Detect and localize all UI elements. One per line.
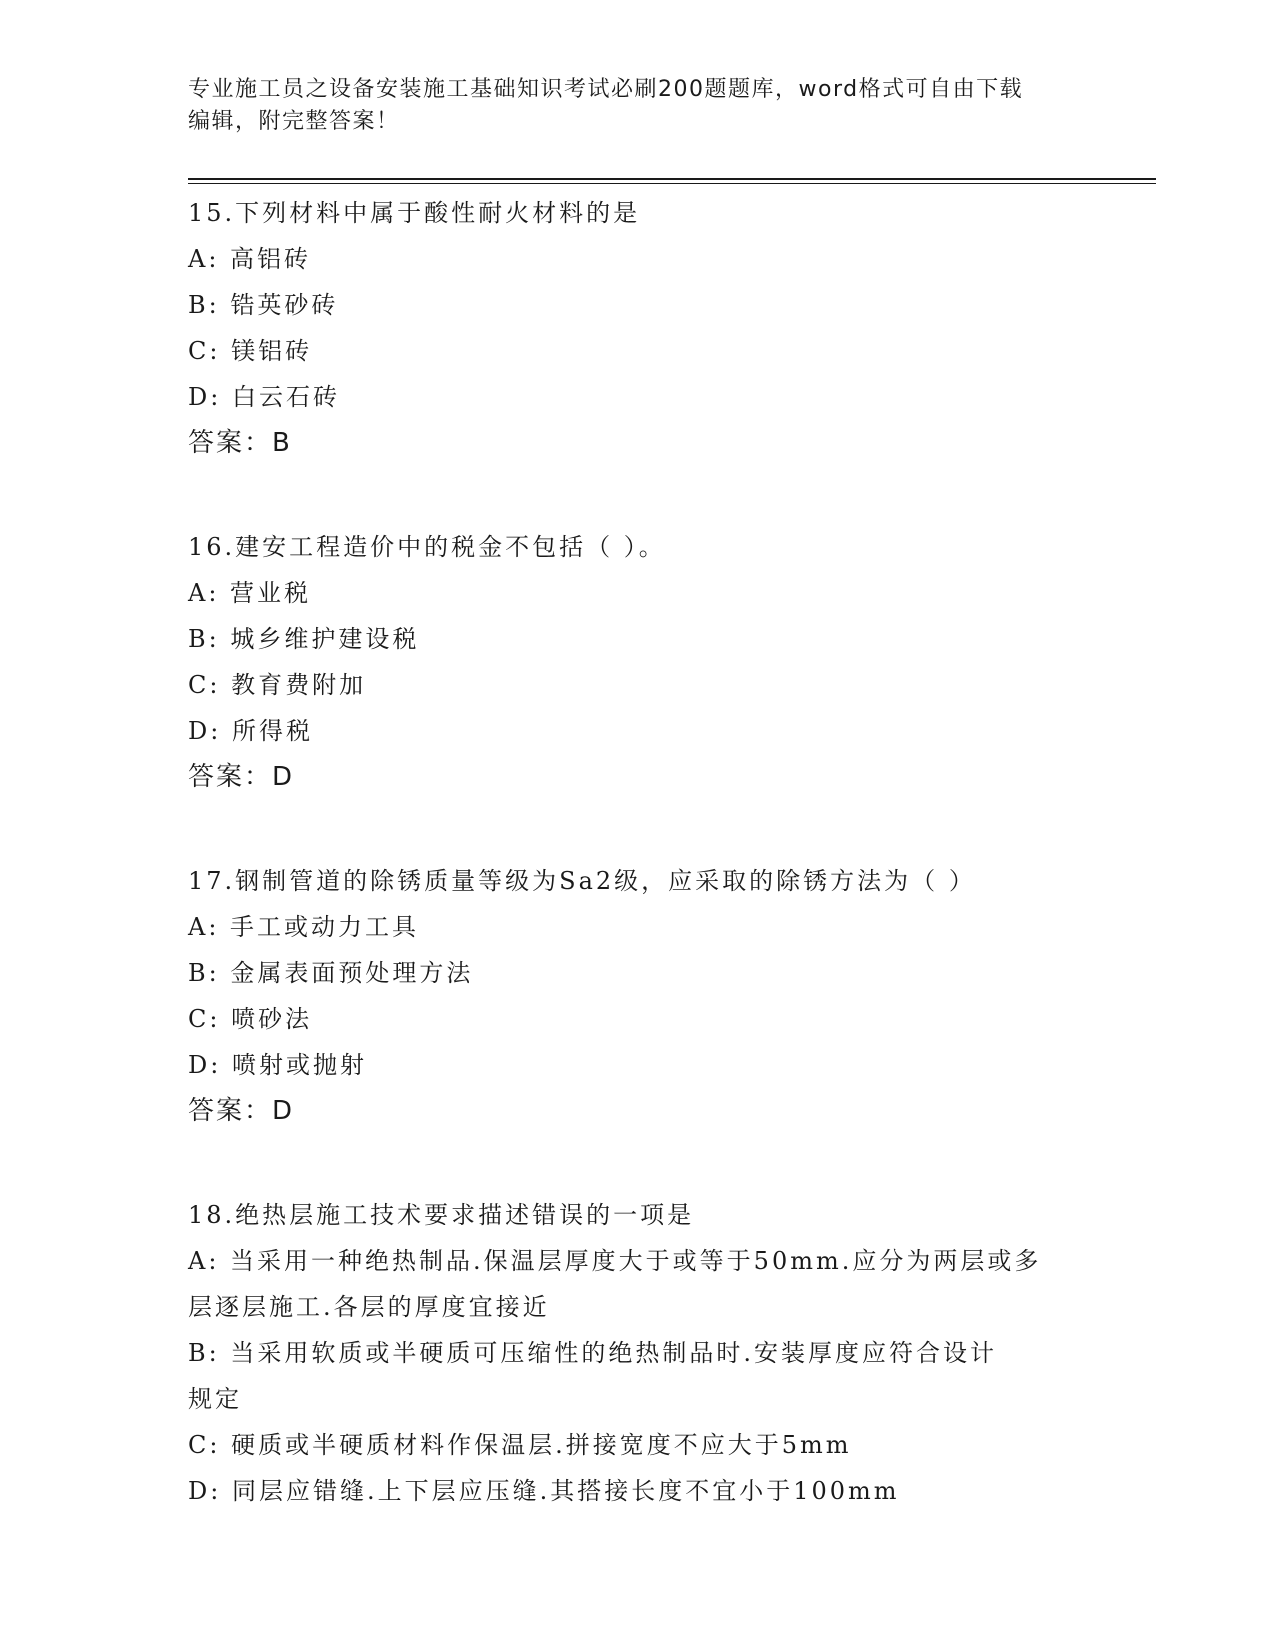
option-c: C: 教育费附加 <box>188 671 367 699</box>
question-spacer <box>188 1134 1088 1192</box>
option-c: C: 硬质或半硬质材料作保温层.拼接宽度不应大于5mm <box>188 1431 852 1459</box>
option-b: B: 当采用软质或半硬质可压缩性的绝热制品时.安装厚度应符合设计 <box>188 1339 997 1367</box>
question-15 <box>188 190 1088 466</box>
header-divider-thin <box>188 183 1156 184</box>
option-b: B: 锆英砂砖 <box>188 291 339 319</box>
answer-label: 答案：B <box>188 428 292 458</box>
option-a: A: 手工或动力工具 <box>188 913 420 941</box>
option-a: A: 当采用一种绝热制品.保温层厚度大于或等于50mm.应分为两层或多 <box>188 1247 1042 1275</box>
question-spacer <box>188 466 1088 524</box>
option-c: C: 喷砂法 <box>188 1005 313 1033</box>
question-17 <box>188 858 1088 1134</box>
option-b-continued: 规定 <box>188 1385 242 1413</box>
option-b: B: 金属表面预处理方法 <box>188 959 474 987</box>
question-list <box>188 190 1088 1514</box>
question-stem: 18.绝热层施工技术要求描述错误的一项是 <box>188 1201 695 1229</box>
option-a: A: 营业税 <box>188 579 312 607</box>
option-d: D: 所得税 <box>188 717 313 745</box>
question-stem: 17.钢制管道的除锈质量等级为Sa2级，应采取的除锈方法为（ ） <box>188 867 976 895</box>
question-18 <box>188 1192 1088 1514</box>
option-a-continued: 层逐层施工.各层的厚度宜接近 <box>188 1293 550 1321</box>
option-d: D: 白云石砖 <box>188 383 340 411</box>
option-d: D: 喷射或抛射 <box>188 1051 367 1079</box>
option-a: A: 高铝砖 <box>188 245 312 273</box>
question-stem: 16.建安工程造价中的税金不包括（ ）。 <box>188 533 666 561</box>
answer-label: 答案：D <box>188 1096 295 1126</box>
header-title-line-1: 专业施工员之设备安装施工基础知识考试必刷200题题库，word格式可自由下载 <box>188 77 1024 102</box>
header-title-line-2: 编辑，附完整答案！ <box>188 109 400 134</box>
option-d: D: 同层应错缝.上下层应压缝.其搭接长度不宜小于100mm <box>188 1477 900 1505</box>
question-spacer <box>188 800 1088 858</box>
question-stem: 15.下列材料中属于酸性耐火材料的是 <box>188 199 641 227</box>
option-c: C: 镁铝砖 <box>188 337 313 365</box>
option-b: B: 城乡维护建设税 <box>188 625 420 653</box>
document-header <box>188 74 1068 138</box>
header-divider-thick <box>188 178 1156 180</box>
question-16 <box>188 524 1088 800</box>
answer-label: 答案：D <box>188 762 295 792</box>
